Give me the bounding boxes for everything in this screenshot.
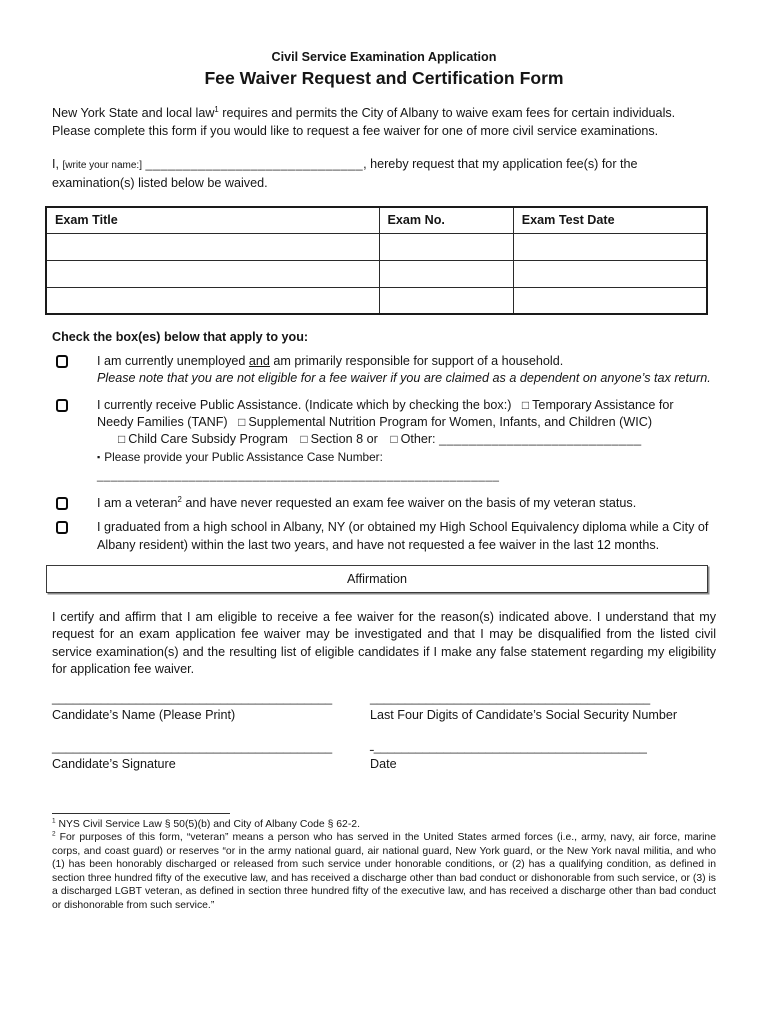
footnote-1-text: NYS Civil Service Law § 50(5)(b) and City of Albany Code § 62-2. bbox=[55, 818, 360, 830]
affirmation-header-box bbox=[46, 565, 708, 593]
exam-no-cell[interactable] bbox=[379, 287, 513, 314]
intro-text: New York State and local law bbox=[52, 106, 215, 120]
footnote-ref-2: 2 bbox=[177, 494, 182, 504]
footnote-2-text: For purposes of this form, “veteran” means a person who has served in the United States armed forces (i.e., army, navy, air force, marine corps, and coast guard) or reserves “or in the army national guard, air national guard, New York guard, or the New York naval militia, and who (1) has been honorably discharged or released from such service under honorable conditions, or (2) has a qualifying condition, as defined in section three hundred fifty of the executive law, and has received a discharge other than bad conduct or dishonorable from such service, or (3) is a discharged LGBT veteran, as defined in section three hundred fifty of the executive law, and has received a discharge other than bad conduct or dishonorable from such service.” bbox=[52, 832, 716, 911]
tanf-option-label: Temporary Assistance for Needy Families (TANF) bbox=[97, 397, 674, 429]
candidate-name-label: Candidate’s Name (Please Print) bbox=[52, 707, 236, 722]
case-number-line bbox=[97, 449, 713, 484]
request-suffix: , hereby request that my application fee(s) for the examination(s) listed below be waived. bbox=[52, 157, 638, 190]
write-name-hint: [write your name:] bbox=[62, 160, 142, 171]
date-line[interactable]: ـ_______________________________________ bbox=[370, 740, 647, 755]
checklist-item-unemployed bbox=[52, 353, 716, 388]
item3-text-cont: and have never requested an exam fee waiver on the basis of my veteran status. bbox=[181, 496, 637, 511]
bullet-icon: ▪ bbox=[97, 452, 101, 463]
checkbox-icon[interactable] bbox=[56, 521, 68, 534]
checklist-item-text bbox=[97, 397, 713, 484]
certification-paragraph: I certify and affirm that I am eligible to receive a fee waiver for the reason(s) indicated above. I understand that my request for an exam application fee waiver may be investigated and that I may be disqualified from the listed civil service examination(s) and the resulting list of eligible candidates if I make any false statement regarding my eligibility for application fee waiver. bbox=[52, 609, 716, 677]
name-request-line bbox=[52, 156, 716, 192]
date-label: Date bbox=[370, 757, 397, 772]
footnote-divider bbox=[52, 813, 230, 814]
exam-title-cell[interactable] bbox=[46, 233, 379, 260]
affirmation-title: Affirmation bbox=[347, 571, 407, 586]
intro-paragraph bbox=[52, 105, 716, 140]
exam-table-row bbox=[46, 260, 707, 287]
ssn-line[interactable]: ________________________________________ bbox=[370, 690, 651, 705]
candidate-signature-label: Candidate’s Signature bbox=[52, 757, 176, 772]
item4-text: I graduated from a high school in Albany, NY (or obtained my High School Equivalency diploma while a City of Albany resident) within the last two years, and have not requested a fee waiver in the last 12 months. bbox=[97, 520, 709, 552]
item3-text: I am a veteran bbox=[97, 496, 178, 511]
checkbox-icon[interactable] bbox=[56, 399, 68, 412]
signature-row bbox=[52, 739, 716, 774]
checklist-item-public-assistance bbox=[52, 397, 716, 484]
item2-text: I currently receive Public Assistance. (Indicate which by checking the box:) bbox=[97, 397, 512, 412]
exam-date-cell[interactable] bbox=[513, 287, 707, 314]
exam-date-header: Exam Test Date bbox=[513, 207, 707, 233]
request-prefix: I, bbox=[52, 157, 59, 171]
footnote-1-marker: 1 bbox=[52, 817, 56, 825]
section8-option-label: Section 8 or bbox=[310, 432, 378, 447]
tanf-checkbox-icon[interactable]: □ bbox=[521, 397, 530, 412]
name-blank-field[interactable]: _____________________________ bbox=[145, 157, 364, 171]
signature-row bbox=[52, 690, 716, 725]
other-checkbox-icon[interactable]: □ bbox=[390, 432, 398, 447]
dependent-note: Please note that you are not eligible for a fee waiver if you are claimed as a dependent on anyone’s tax return. bbox=[97, 371, 711, 386]
candidate-signature-block bbox=[52, 739, 370, 774]
exam-table bbox=[45, 206, 708, 315]
case-number-label: Please provide your Public Assistance Case Number: bbox=[104, 450, 383, 465]
case-number-blank-field[interactable]: _________________________________________________________ bbox=[97, 467, 500, 482]
exam-no-cell[interactable] bbox=[379, 260, 513, 287]
ssn-label: Last Four Digits of Candidate’s Social Security Number bbox=[370, 707, 678, 722]
childcare-option-label: Child Care Subsidy Program bbox=[128, 432, 288, 447]
exam-no-cell[interactable] bbox=[379, 233, 513, 260]
exam-no-header: Exam No. bbox=[379, 207, 513, 233]
date-block bbox=[370, 739, 716, 774]
childcare-checkbox-icon[interactable]: □ bbox=[118, 432, 126, 447]
footnote-2-marker: 2 bbox=[52, 831, 56, 838]
exam-title-cell[interactable] bbox=[46, 287, 379, 314]
checklist-item-text bbox=[97, 353, 713, 388]
checklist-item-graduate bbox=[52, 519, 716, 554]
item1-underlined-word: and bbox=[248, 354, 270, 368]
footnote-2 bbox=[52, 831, 716, 912]
wic-checkbox-icon[interactable]: □ bbox=[238, 414, 246, 429]
item1-text: I am currently unemployed bbox=[97, 354, 249, 368]
exam-title-cell[interactable] bbox=[46, 260, 379, 287]
ssn-block bbox=[370, 690, 716, 725]
candidate-name-block bbox=[52, 690, 370, 725]
footnotes-section bbox=[52, 813, 716, 913]
footnote-1 bbox=[52, 818, 716, 832]
checkbox-icon[interactable] bbox=[56, 355, 68, 368]
exam-table-header-row bbox=[46, 207, 707, 233]
item1-text-cont: am primarily responsible for support of a household. bbox=[269, 354, 564, 368]
other-option-label: Other: bbox=[400, 432, 436, 447]
exam-date-cell[interactable] bbox=[513, 233, 707, 260]
wic-option-label: Supplemental Nutrition Program for Women, Infants, and Children (WIC) bbox=[248, 414, 653, 429]
checkbox-icon[interactable] bbox=[56, 497, 68, 510]
exam-title-header: Exam Title bbox=[46, 207, 379, 233]
exam-table-row bbox=[46, 233, 707, 260]
checklist-item-text bbox=[97, 495, 713, 512]
footnote-ref-1: 1 bbox=[214, 104, 219, 114]
form-title: Fee Waiver Request and Certification Form bbox=[204, 68, 564, 88]
other-blank-field[interactable]: ___________________________ bbox=[439, 432, 642, 447]
candidate-name-line[interactable]: ________________________________________ bbox=[52, 690, 333, 705]
exam-date-cell[interactable] bbox=[513, 260, 707, 287]
checklist-heading: Check the box(es) below that apply to you: bbox=[52, 330, 309, 344]
candidate-signature-line[interactable]: ________________________________________ bbox=[52, 740, 333, 755]
form-subtitle: Civil Service Examination Application bbox=[271, 50, 497, 64]
exam-table-row bbox=[46, 287, 707, 314]
checklist-item-veteran bbox=[52, 495, 716, 512]
checklist-item-text bbox=[97, 519, 713, 554]
intro-text-cont: requires and permits the City of Albany to waive exam fees for certain individuals. Please complete this form if you would like to request a fee waiver for one of more civil service examinations. bbox=[52, 106, 676, 138]
section8-checkbox-icon[interactable]: □ bbox=[300, 432, 308, 447]
